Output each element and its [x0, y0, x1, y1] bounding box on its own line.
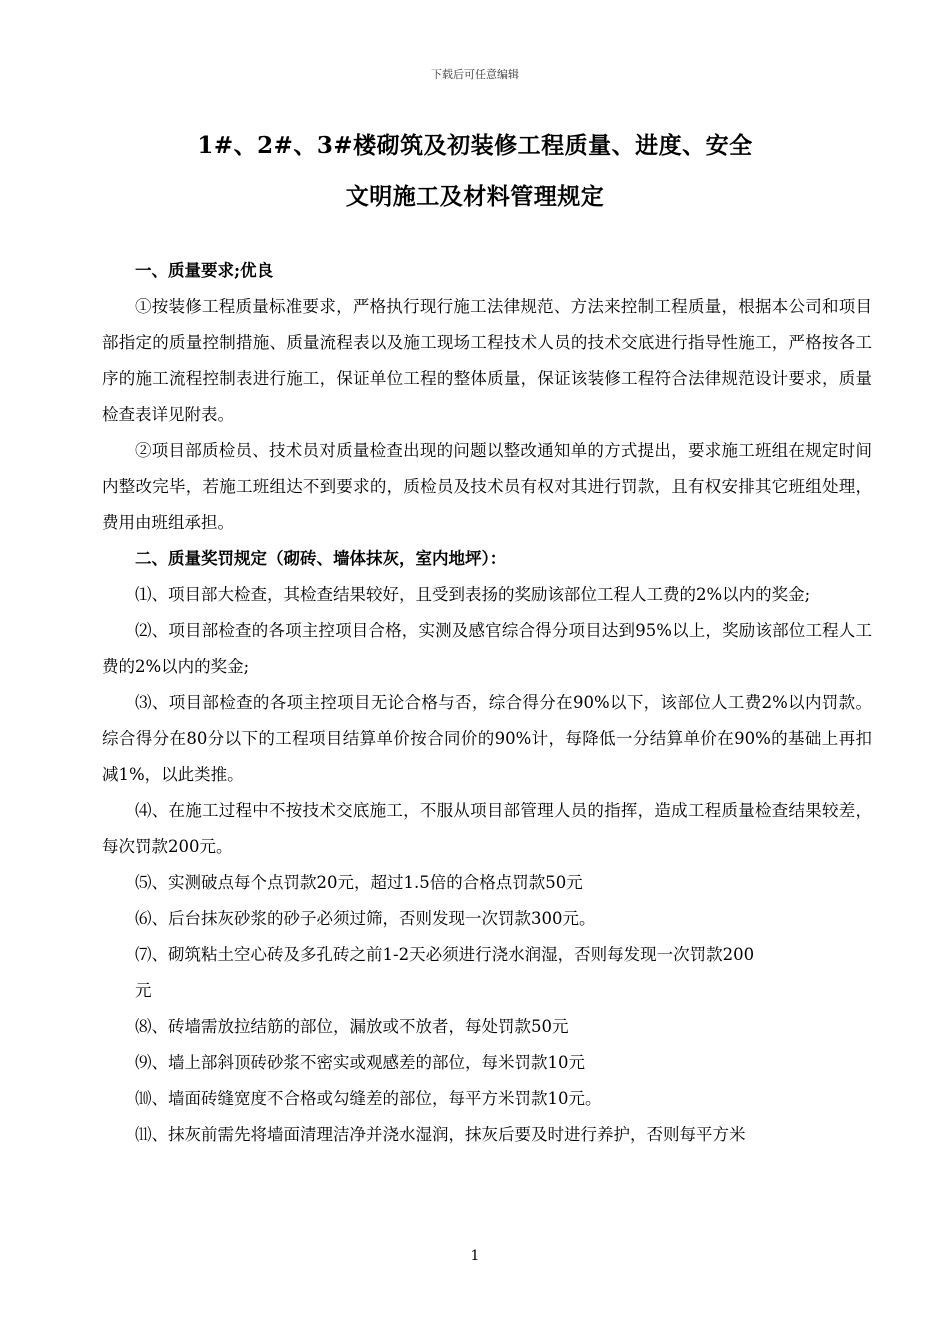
rule-item-5: ⑸、实测破点每个点罚款20元，超过1.5倍的合格点罚款50元 [135, 873, 583, 892]
rule-item-10: ⑽、墙面砖缝宽度不合格或勾缝差的部位，每平方米罚款10元。 [135, 1089, 602, 1108]
rule-item-2: ⑵、项目部检查的各项主控项目合格，实测及感官综合得分项目达到95%以上，奖励该部位工程人工费的2%以内的奖金; [102, 621, 872, 676]
rule-item-8: ⑻、砖墙需放拉结筋的部位，漏放或不放者，每处罚款50元 [135, 1017, 569, 1036]
rule-item-3: ⑶、项目部检查的各项主控项目无论合格与否，综合得分在90%以下，该部位人工费2%以内罚款。综合得分在80分以下的工程项目结算单价按合同价的90%计，每降低一分结算单价在90%的基础上再扣减1%，以此类推。 [102, 693, 872, 784]
section1-paragraph-2: ②项目部质检员、技术员对质量检查出现的问题以整改通知单的方式提出，要求施工班组在规定时间内整改完毕，若施工班组达不到要求的，质检员及技术员有权对其进行罚款，且有权安排其它班组处理，费用由班组承担。 [102, 441, 872, 532]
section1-heading: 一、质量要求;优良 [135, 261, 274, 280]
rule-item-4: ⑷、在施工过程中不按技术交底施工，不服从项目部管理人员的指挥，造成工程质量检查结果较差，每次罚款200元。 [102, 801, 872, 856]
document-title-line1: 1#、2#、3#楼砌筑及初装修工程质量、进度、安全 [197, 132, 753, 159]
rule-item-7: ⑺、砌筑粘土空心砖及多孔砖之前1-2天必须进行浇水润湿，否则每发现一次罚款200 [135, 945, 755, 964]
rule-item-11: ⑾、抹灰前需先将墙面清理洁净并浇水湿润，抹灰后要及时进行养护，否则每平方米 [135, 1125, 746, 1144]
document-title-line2: 文明施工及材料管理规定 [345, 183, 605, 210]
document-body [102, 253, 872, 1153]
page-number: 1 [470, 1248, 480, 1264]
header-note: 下载后可任意编辑 [431, 68, 519, 81]
rule-item-7-tail: 元 [135, 981, 152, 1000]
rule-item-1: ⑴、项目部大检查，其检查结果较好，且受到表扬的奖励该部位工程人工费的2%以内的奖金; [135, 585, 811, 604]
rule-item-9: ⑼、墙上部斜顶砖砂浆不密实或观感差的部位，每米罚款10元 [135, 1053, 585, 1072]
rule-item-6: ⑹、后台抹灰砂浆的砂子必须过筛，否则发现一次罚款300元。 [135, 909, 596, 928]
section1-paragraph-1: ①按装修工程质量标准要求，严格执行现行施工法律规范、方法来控制工程质量，根据本公司和项目部指定的质量控制措施、质量流程表以及施工现场工程技术人员的技术交底进行指导性施工，严格按各工序的施工流程控制表进行施工，保证单位工程的整体质量，保证该装修工程符合法律规范设计要求，质量检查表详见附表。 [102, 297, 872, 424]
section2-heading: 二、质量奖罚规定（砌砖、墙体抹灰，室内地坪）： [135, 549, 507, 568]
